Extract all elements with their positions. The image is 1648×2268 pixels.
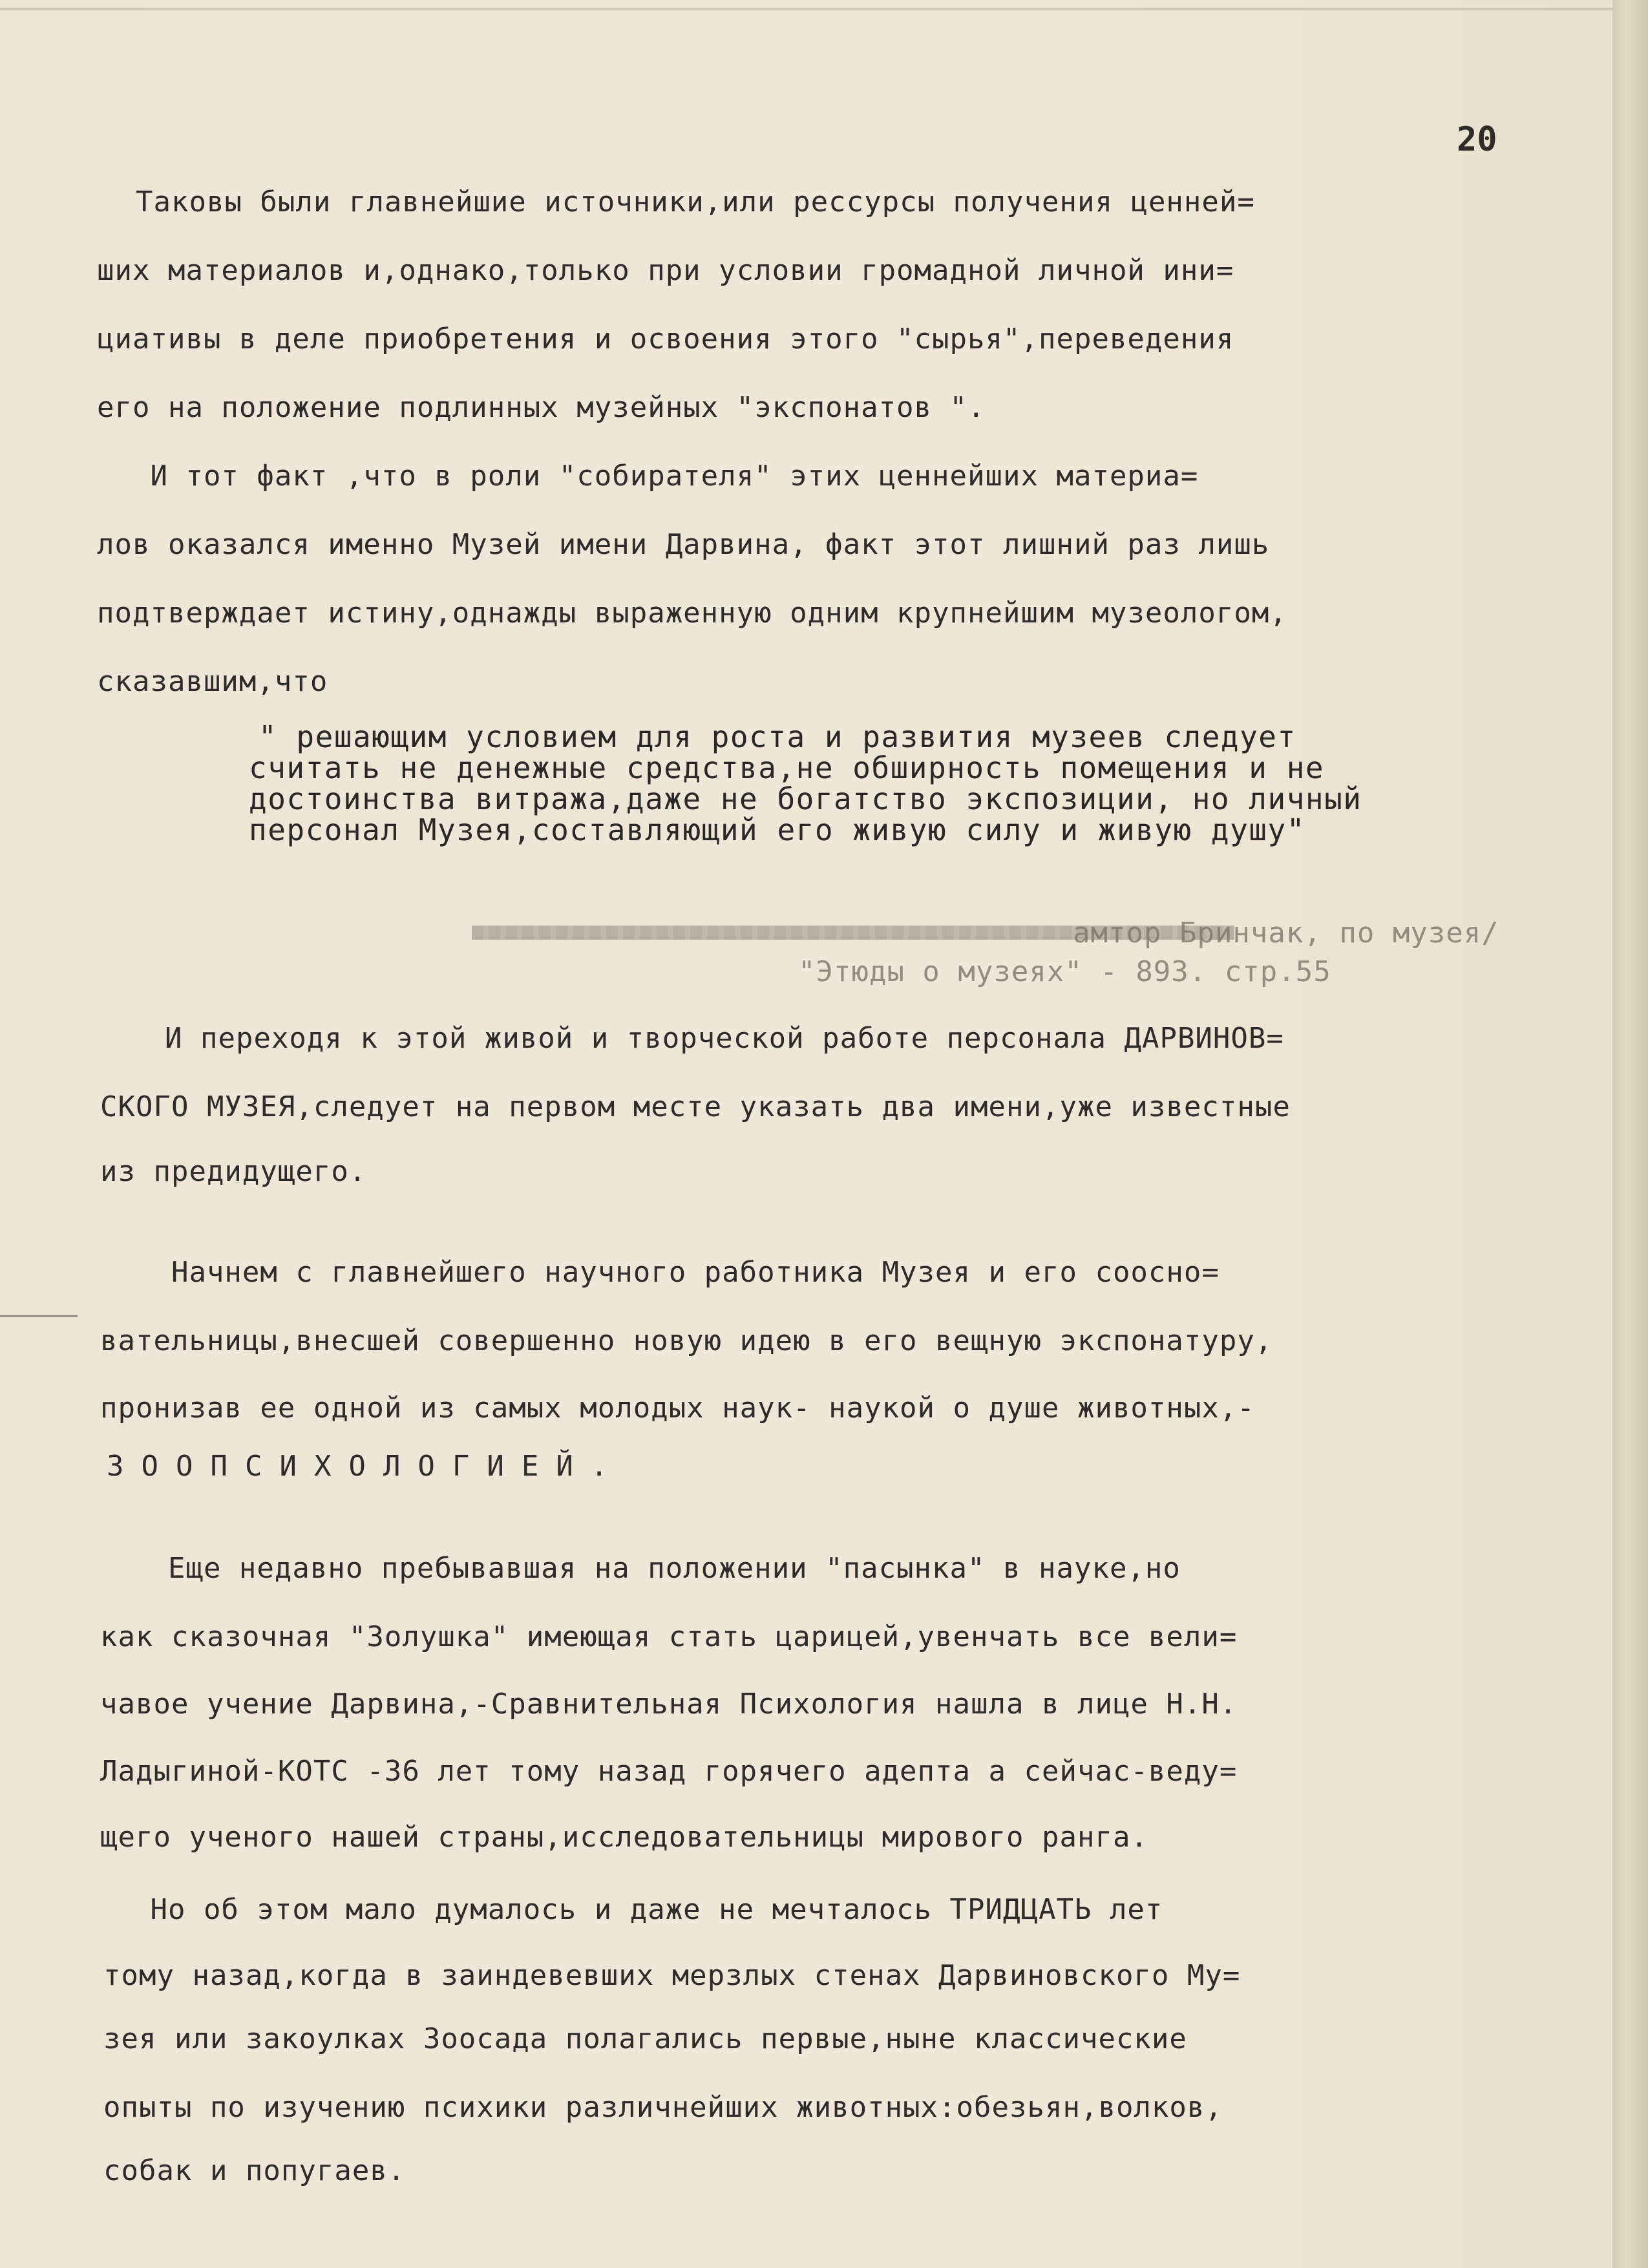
margin-mark (0, 1315, 78, 1317)
source-note: "Этюды о музеях" - 893. стр.55 (798, 955, 1331, 988)
paragraph-5-line: как сказочная "Золушка" имеющая стать царицей,увенчать все вели= (100, 1620, 1238, 1653)
paragraph-6-line: зея или закоулках Зоосада полагались первые,ныне классические (103, 2022, 1187, 2055)
quote-line: персонал Музея,составляющий его живую силу и живую душу" (249, 812, 1305, 847)
paragraph-6-line: опыты по изучению психики различнейших животных:обезьян,волков, (103, 2091, 1223, 2124)
paragraph-1-line: ших материалов и,однако,только при условии громадной личной ини= (97, 254, 1234, 287)
source-note: амтор Бринчак, по музея/ (1073, 917, 1499, 949)
paragraph-4-line: Начнем с главнейшего научного работника Музея и его сооcно= (100, 1256, 1220, 1289)
paragraph-4-line: пронизав ее одной из самых молодых наук- наукой о душе животных,- (100, 1392, 1255, 1425)
paragraph-1-line: циативы в деле приобретения и освоения этого "сырья",переведения (97, 323, 1234, 355)
paragraph-5-line: щего ученого нашей страны,исследовательницы мирового ранга. (100, 1821, 1148, 1854)
page-top-crease (0, 8, 1612, 10)
paragraph-6-line: тому назад,когда в заиндевевших мерзлых стенах Дарвиновского Му= (103, 1959, 1241, 1992)
paragraph-3-line: СКОГО МУЗЕЯ,следует на первом месте указать два имени,уже известные (100, 1090, 1291, 1123)
quote-line: достоинства витража,даже не богатство экспозиции, но личный (249, 781, 1362, 816)
paragraph-3-line: И переходя к этой живой и творческой работе персонала ДАРВИНОВ= (165, 1022, 1284, 1055)
page-edge (1612, 0, 1648, 2268)
quote-line: считать не денежные средства,не обширность помещения и не (249, 750, 1325, 785)
page-number: 20 (1457, 120, 1497, 159)
paragraph-6-line: Но об этом мало думалось и даже не мечталось ТРИДЦАТЬ лет (97, 1893, 1163, 1926)
paragraph-2-line: подтверждает истину,однажды выраженную одним крупнейшим музеологом, (97, 597, 1287, 630)
paragraph-5-line: Еще недавно пребывавшая на положении "пасынка" в науке,но (97, 1552, 1181, 1585)
paragraph-3-line: из предидущего. (100, 1155, 367, 1188)
paragraph-1-line: Таковы были главнейшие источники,или рессурсы получения ценней= (136, 185, 1255, 218)
quote-line: " решающим условием для роста и развития музеев следует (259, 719, 1296, 754)
paragraph-4-line: вательницы,внесшей совершенно новую идею в его вещную экспонатуру, (100, 1324, 1273, 1357)
spaced-word-zoopsychology: ЗООПСИХОЛОГИЕЙ. (107, 1450, 626, 1483)
paragraph-5-line: чавое учение Дарвина,-Сравнительная Психология нашла в лице Н.Н. (100, 1688, 1238, 1721)
paragraph-6-line: собак и попугаев. (103, 2154, 406, 2187)
paragraph-2-line: И тот факт ,что в роли "собирателя" этих ценнейших материа= (97, 460, 1199, 493)
paragraph-2-line: сказавшим,что (97, 665, 328, 698)
paragraph-1-line: его на положение подлинных музейных "экспонатов ". (97, 391, 986, 424)
paragraph-2-line: лов оказался именно Музей имени Дарвина, факт этот лишний раз лишь (97, 528, 1270, 561)
paragraph-5-line: Ладыгиной-КОТС -36 лет тому назад горячего адепта а сейчас-веду= (100, 1755, 1238, 1788)
